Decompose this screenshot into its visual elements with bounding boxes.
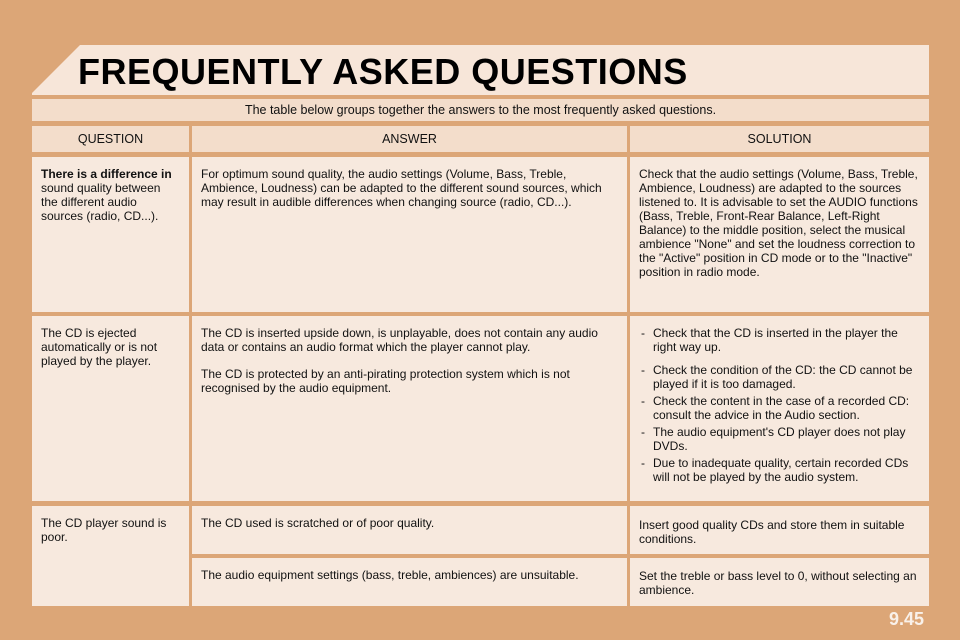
row1-solution [630,157,929,312]
row3-solution-1 [630,506,929,554]
header-solution: SOLUTION [630,126,929,152]
row2-answer-text-2: The CD is protected by an anti-pirating protection system which is not recognised by the audio equipment. [201,367,570,395]
row3-question [32,506,189,606]
list-item: - Check the condition of the CD: the CD cannot be played if it is too damaged. [639,363,920,391]
row1-answer-text: For optimum sound quality, the audio settings (Volume, Bass, Treble, Ambience, Loudness) can be adapted to the different sound sources, which may result in audible differences when changing source (radio, CD...). [201,167,602,209]
row2-question-text: The CD is ejected automatically or is not played by the player. [41,326,158,368]
list-item: - Check the content in the case of a recorded CD: consult the advice in the Audio section. [639,394,920,422]
row3-solution-text-1: Insert good quality CDs and store them in suitable conditions. [639,518,905,546]
row1-solution-text: Check that the audio settings (Volume, Bass, Treble, Ambience, Loudness) are adapted to the sources listened to. It is advisable to set the AUDIO functions (Bass, Treble, Front-Rear Balance, Left-Right Balance) to the middle position, select the musical ambience "None" and set the loudness correction to the "Active" position in CD mode or to the "Inactive" position in radio mode. [639,167,918,279]
header-question: QUESTION [32,126,189,152]
row3-answer-1 [192,506,627,554]
row2-solution-list [639,326,920,484]
list-item: - The audio equipment's CD player does not play DVDs. [639,425,920,453]
intro-text: The table below groups together the answers to the most frequently asked questions. [244,103,717,117]
row3-solution-text-2: Set the treble or bass level to 0, without selecting an ambience. [639,569,917,597]
row1-question-rest: sound quality between the different audio sources (radio, CD...). [41,181,161,223]
page-title: FREQUENTLY ASKED QUESTIONS [78,51,688,92]
list-item: - Due to inadequate quality, certain recorded CDs will not be played by the audio system. [639,456,920,484]
row3-solution-2 [630,558,929,606]
row2-question [32,316,189,501]
header-answer: ANSWER [192,126,627,152]
row2-solution [630,316,929,501]
row3-question-text: The CD player sound is poor. [41,516,167,544]
row3-answer-text-1: The CD used is scratched or of poor quality. [201,516,435,530]
list-item: - Check that the CD is inserted in the player the right way up. [639,326,920,354]
row1-answer [192,157,627,312]
page-number: 9.45 [888,609,924,629]
row1-question [32,157,189,312]
row3-answer-2 [192,558,627,606]
row2-answer-text-1: The CD is inserted upside down, is unplayable, does not contain any audio data or contains an audio format which the player cannot play. [201,326,598,354]
row2-answer [192,316,627,501]
row3-answer-text-2: The audio equipment settings (bass, treble, ambiences) are unsuitable. [201,568,579,582]
row1-question-lead: There is a difference in [41,167,172,181]
